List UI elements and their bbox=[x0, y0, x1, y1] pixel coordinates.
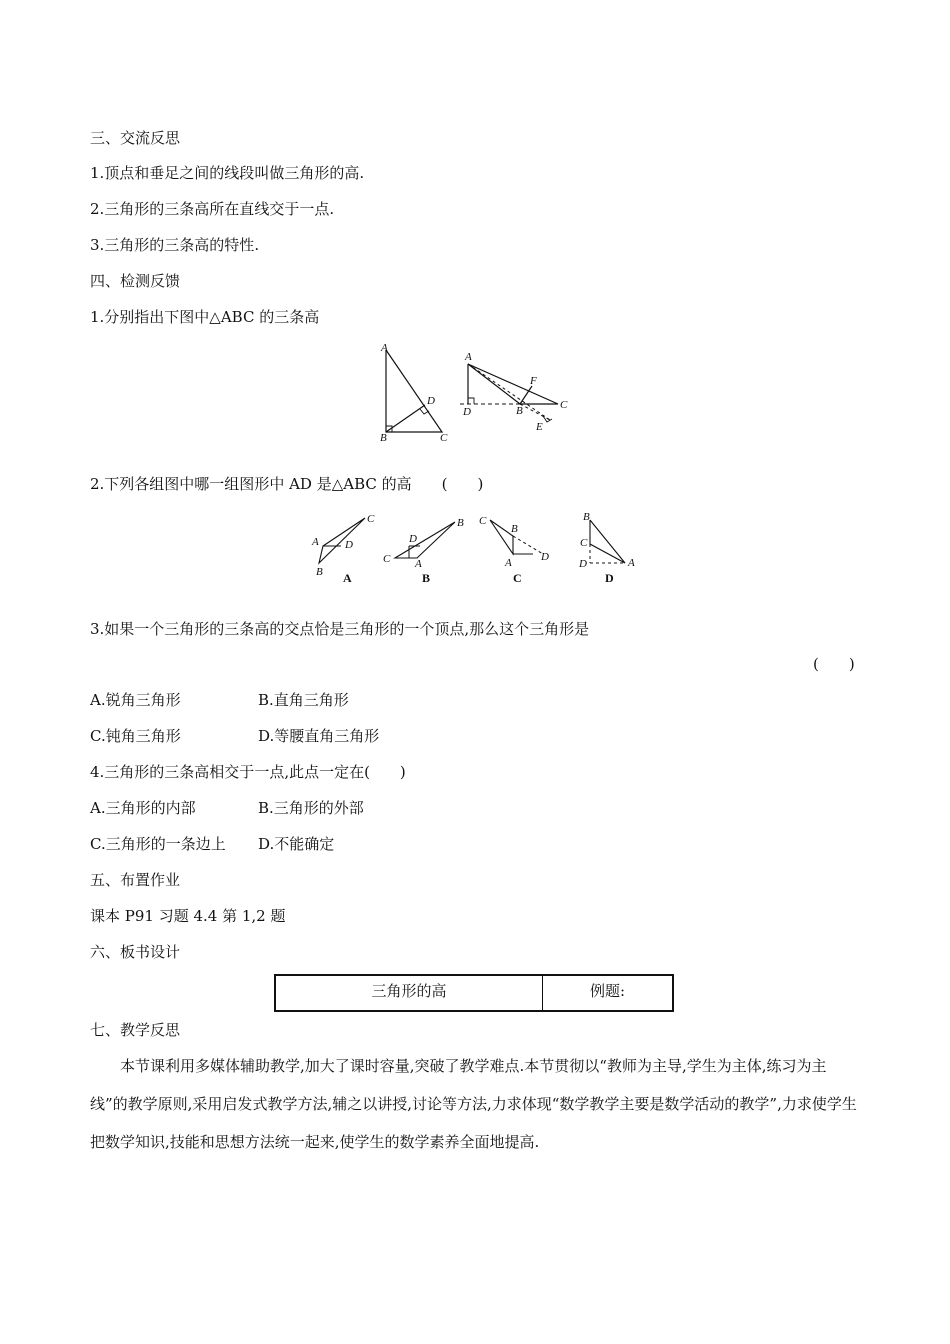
reflection-text: 本节课利用多媒体辅助教学,加大了课时容量,突破了教学难点.本节贯彻以“教师为主导,学生为主体,练习为主线”的教学原则,采用启发式教学方法,辅之以讲授,讨论等方法,力求体现“数学教学主要是数学活动的教学”,力求使学生把数学知识,技能和思想方法统一起来,使学生的数学素养全面地提高. bbox=[90, 1057, 857, 1151]
fig1-right-A: A bbox=[465, 351, 472, 363]
fig2-d-D: D bbox=[579, 558, 587, 570]
fig1-right-B: B bbox=[516, 405, 523, 417]
fig1-left-A: A bbox=[381, 342, 388, 354]
fig2-d-A: A bbox=[628, 557, 635, 569]
fig2-c-D: D bbox=[541, 551, 549, 563]
section-4-title: 四、检测反馈 bbox=[90, 272, 181, 290]
fig2-option-d: D bbox=[605, 571, 614, 585]
fig2-a-D: D bbox=[345, 539, 353, 551]
fig1-right-C: C bbox=[560, 399, 568, 411]
fig2-c-B: B bbox=[511, 523, 518, 535]
fig2-a-A: A bbox=[312, 536, 319, 548]
fig1-right-D: D bbox=[463, 406, 471, 418]
fig2-d-B: B bbox=[583, 511, 590, 523]
reflection-paragraph bbox=[90, 1047, 860, 1161]
question-2: 2.下列各组图中哪一组图形中 AD 是△ABC 的高 ( ) bbox=[90, 475, 484, 493]
board-design-table bbox=[274, 974, 674, 1012]
section-3-title: 三、交流反思 bbox=[90, 129, 181, 147]
figure-1-triangles bbox=[370, 340, 580, 450]
fig2-option-c: C bbox=[513, 571, 522, 585]
fig2-option-b: B bbox=[422, 571, 431, 585]
question-1: 1.分别指出下图中△ABC 的三条高 bbox=[90, 308, 320, 326]
s3-item-2: 2.三角形的三条高所在直线交于一点. bbox=[90, 200, 335, 218]
q3-option-a: A.锐角三角形 bbox=[90, 691, 181, 709]
question-4: 4.三角形的三条高相交于一点,此点一定在( ) bbox=[90, 763, 406, 781]
question-3: 3.如果一个三角形的三条高的交点恰是三角形的一个顶点,那么这个三角形是 bbox=[90, 620, 590, 638]
section-6-title: 六、板书设计 bbox=[90, 943, 181, 961]
fig1-right-E: E bbox=[536, 421, 543, 433]
fig2-a-C: C bbox=[367, 513, 375, 525]
fig2-b-C: C bbox=[383, 553, 391, 565]
s3-item-3: 3.三角形的三条高的特性. bbox=[90, 236, 260, 254]
fig1-left-B: B bbox=[380, 432, 387, 444]
figure-2-options bbox=[305, 508, 645, 588]
q3-option-b: B.直角三角形 bbox=[258, 691, 349, 709]
board-right-cell: 例题: bbox=[589, 982, 626, 1000]
fig1-right-F: F bbox=[530, 375, 537, 387]
q4-option-c: C.三角形的一条边上 bbox=[90, 835, 226, 853]
fig2-d-C: C bbox=[580, 537, 588, 549]
board-left-cell: 三角形的高 bbox=[276, 976, 543, 1010]
fig2-b-D: D bbox=[409, 533, 417, 545]
question-3-paren: ( ) bbox=[813, 655, 855, 673]
section-7-title: 七、教学反思 bbox=[90, 1021, 181, 1039]
fig2-c-A: A bbox=[505, 557, 512, 569]
q3-option-c: C.钝角三角形 bbox=[90, 727, 181, 745]
q4-option-b: B.三角形的外部 bbox=[258, 799, 364, 817]
fig1-left-C: C bbox=[440, 432, 448, 444]
fig1-left-D: D bbox=[427, 395, 435, 407]
fig2-a-B: B bbox=[316, 566, 323, 578]
q4-option-a: A.三角形的内部 bbox=[90, 799, 196, 817]
fig2-b-B: B bbox=[457, 517, 464, 529]
fig2-option-a: A bbox=[343, 571, 352, 585]
q4-option-d: D.不能确定 bbox=[258, 835, 335, 853]
homework-text: 课本 P91 习题 4.4 第 1,2 题 bbox=[90, 907, 286, 925]
fig2-c-C: C bbox=[479, 515, 487, 527]
q3-option-d: D.等腰直角三角形 bbox=[258, 727, 380, 745]
s3-item-1: 1.顶点和垂足之间的线段叫做三角形的高. bbox=[90, 164, 365, 182]
section-5-title: 五、布置作业 bbox=[90, 871, 181, 889]
fig2-b-A: A bbox=[415, 558, 422, 570]
